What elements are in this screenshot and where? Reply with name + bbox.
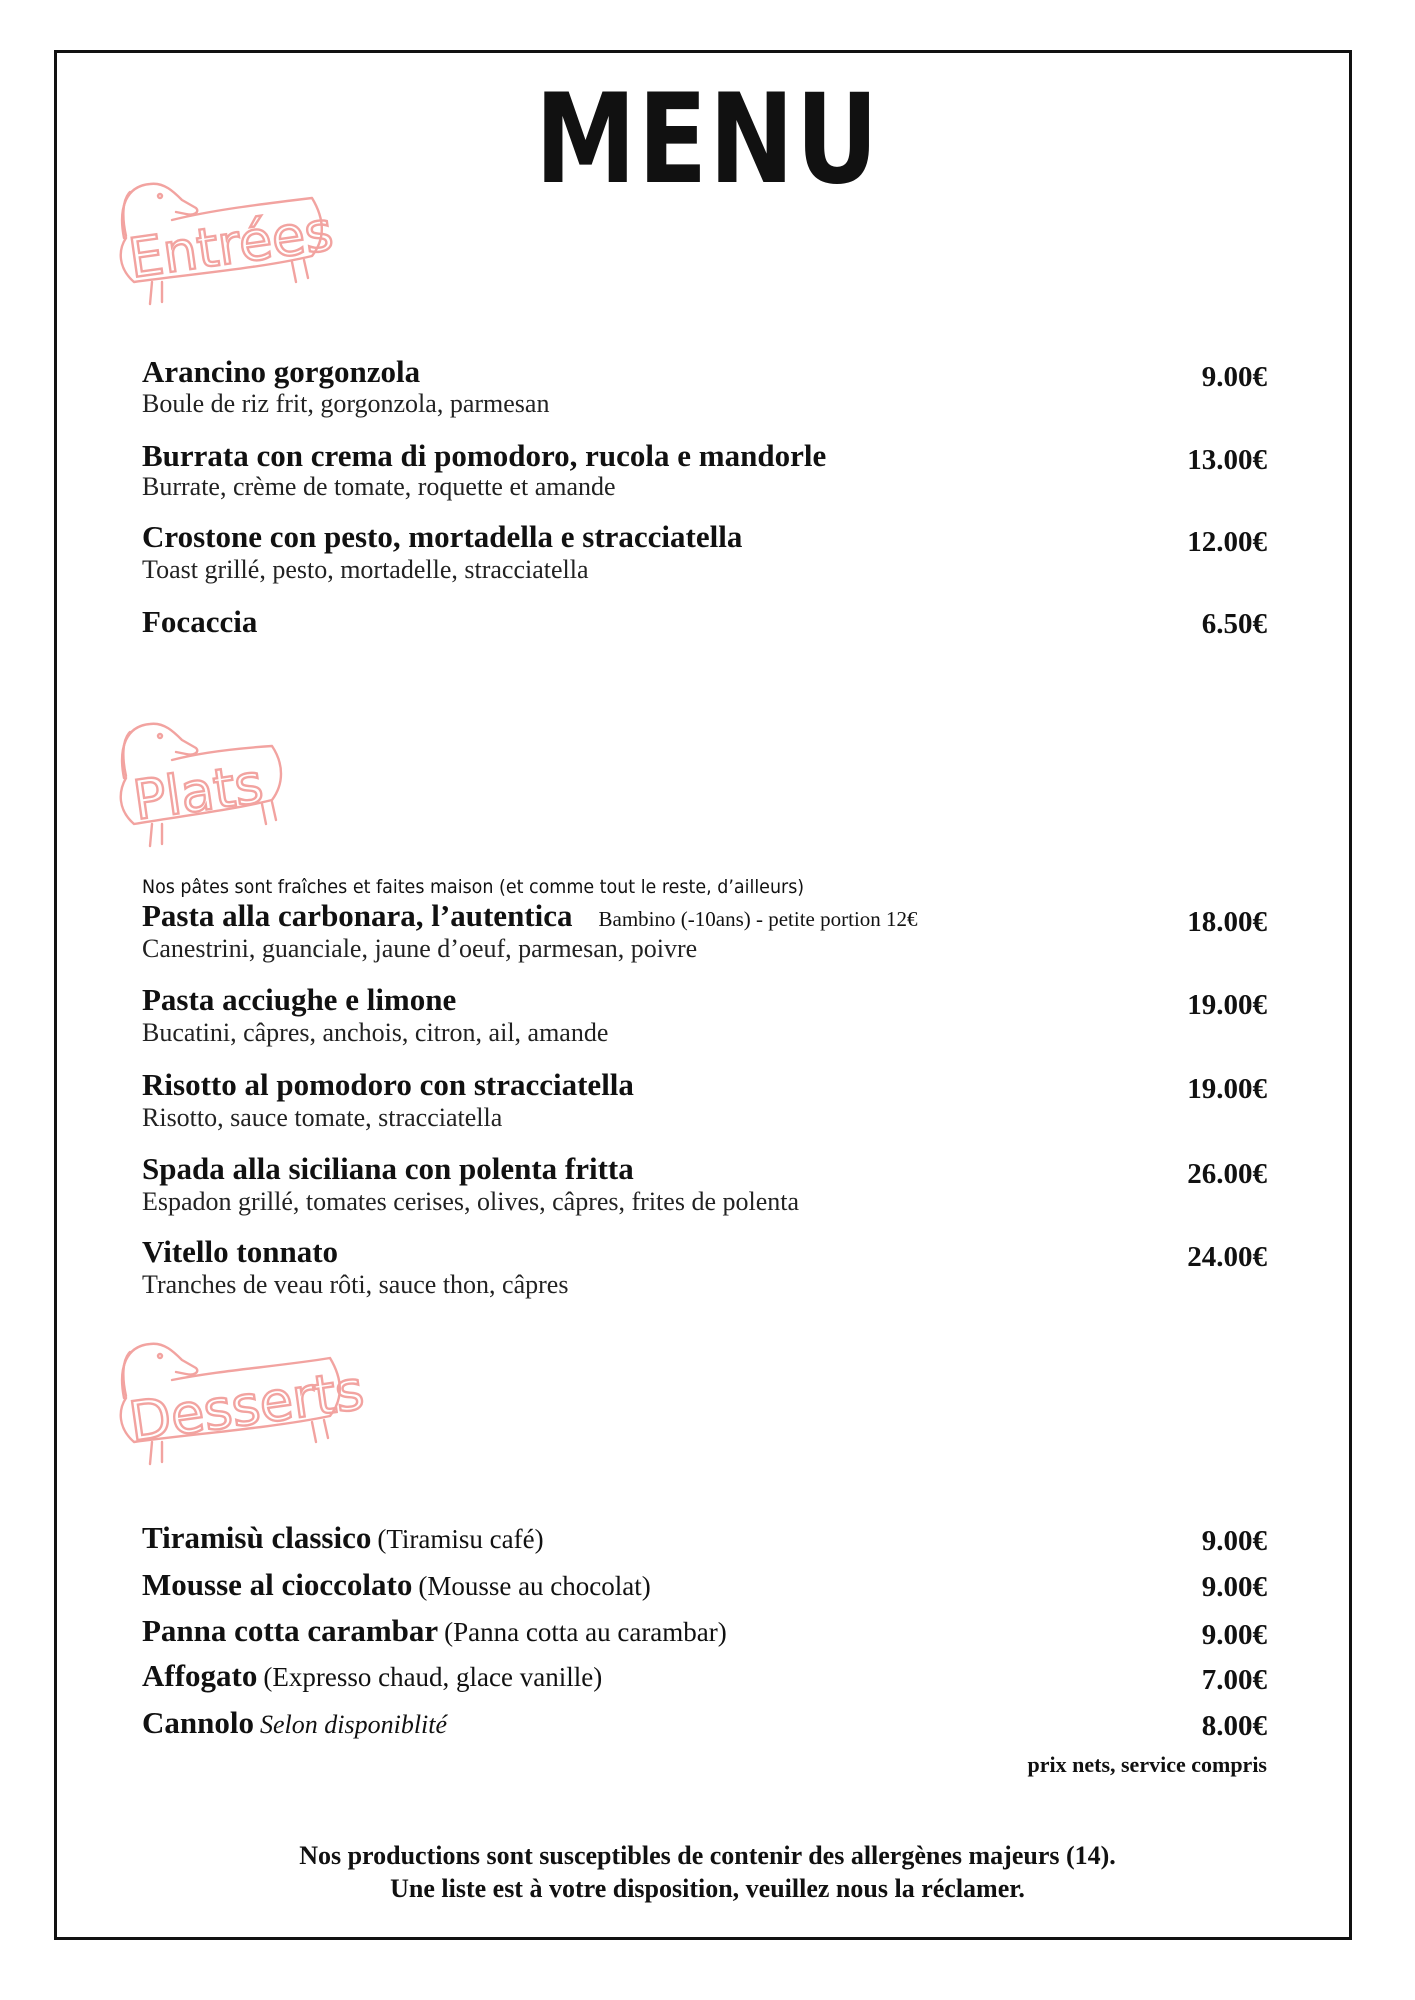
dessert-name-text: Affogato xyxy=(142,1658,258,1693)
dog-sign-illustration xyxy=(112,178,337,318)
plat-name-text: Pasta alla carbonara, l’autentica xyxy=(142,898,573,933)
entree-desc: Burrate, crème de tomate, roquette et amande xyxy=(142,472,616,501)
plat-name xyxy=(142,898,918,937)
dessert-name xyxy=(142,1567,651,1604)
prix-nets-note: prix nets, service compris xyxy=(1027,1752,1267,1777)
dessert-name xyxy=(142,1658,602,1695)
dessert-name xyxy=(142,1705,447,1743)
entree-name: Arancino gorgonzola xyxy=(142,354,421,389)
dessert-translation: (Expresso chaud, glace vanille) xyxy=(263,1662,603,1692)
section-heading-desserts: Desserts xyxy=(125,1358,368,1454)
plats-logo xyxy=(112,718,292,858)
entrees-logo xyxy=(112,178,337,318)
plat-name: Risotto al pomodoro con stracciatella xyxy=(142,1067,634,1102)
plat-price: 19.00€ xyxy=(1187,989,1267,1021)
entree-price: 12.00€ xyxy=(1187,526,1267,558)
dessert-translation: (Panna cotta au carambar) xyxy=(444,1617,727,1647)
pasta-note: Nos pâtes sont fraîches et faites maison (et comme tout le reste, d’ailleurs) xyxy=(142,876,805,898)
section-heading-entrees: Entrées xyxy=(124,199,337,291)
dessert-translation: (Tiramisu café) xyxy=(377,1524,544,1554)
plat-price: 19.00€ xyxy=(1187,1073,1267,1105)
section-heading-plats: Plats xyxy=(129,751,267,833)
plat-price: 18.00€ xyxy=(1187,906,1267,938)
entree-desc: Boule de riz frit, gorgonzola, parmesan xyxy=(142,389,550,418)
entree-price: 9.00€ xyxy=(1201,361,1267,393)
entree-name: Crostone con pesto, mortadella e stracciatella xyxy=(142,519,743,554)
plat-desc: Espadon grillé, tomates cerises, olives, câpres, frites de polenta xyxy=(142,1187,800,1216)
plat-desc: Bucatini, câpres, anchois, citron, ail, amande xyxy=(142,1018,609,1047)
dessert-price: 9.00€ xyxy=(1201,1619,1267,1651)
plat-desc: Risotto, sauce tomate, stracciatella xyxy=(142,1103,503,1132)
dessert-translation: (Mousse au chocolat) xyxy=(418,1571,651,1601)
entree-name: Focaccia xyxy=(142,604,258,639)
dessert-price: 8.00€ xyxy=(1201,1710,1267,1742)
dessert-name-text: Tiramisù classico xyxy=(142,1520,372,1555)
entree-name: Burrata con crema di pomodoro, rucola e mandorle xyxy=(142,438,827,473)
plat-desc: Tranches de veau rôti, sauce thon, câpres xyxy=(142,1270,569,1299)
plat-desc: Canestrini, guanciale, jaune d’oeuf, parmesan, poivre xyxy=(142,934,698,963)
dessert-price: 7.00€ xyxy=(1201,1664,1267,1696)
dog-sign-illustration xyxy=(112,1338,368,1478)
plat-kids-portion: Bambino (-10ans) - petite portion 12€ xyxy=(598,907,918,931)
allergen-notice-line1: Nos productions sont susceptibles de contenir des allergènes majeurs (14). xyxy=(299,1841,1116,1870)
dessert-availability: Selon disponiblité xyxy=(259,1710,448,1739)
allergen-notice-line2: Une liste est à votre disposition, veuillez nous la réclamer. xyxy=(390,1874,1025,1903)
plat-name: Spada alla siciliana con polenta fritta xyxy=(142,1151,634,1186)
dog-sign-illustration xyxy=(112,718,292,858)
entree-desc: Toast grillé, pesto, mortadelle, stracciatella xyxy=(142,555,589,584)
dessert-name-text: Mousse al cioccolato xyxy=(142,1567,413,1602)
dessert-name-text: Panna cotta carambar xyxy=(142,1613,439,1648)
menu-title: MENU xyxy=(535,68,880,212)
dessert-name xyxy=(142,1520,544,1557)
dessert-price: 9.00€ xyxy=(1201,1571,1267,1603)
desserts-logo xyxy=(112,1338,368,1478)
entree-price: 13.00€ xyxy=(1187,444,1267,476)
plat-name: Vitello tonnato xyxy=(142,1234,339,1269)
dessert-name-text: Cannolo xyxy=(142,1705,254,1740)
plat-price: 24.00€ xyxy=(1187,1241,1267,1273)
dessert-name xyxy=(142,1613,727,1650)
plat-name: Pasta acciughe e limone xyxy=(142,982,457,1017)
entree-price: 6.50€ xyxy=(1201,608,1267,640)
dessert-price: 9.00€ xyxy=(1201,1525,1267,1557)
plat-price: 26.00€ xyxy=(1187,1158,1267,1190)
